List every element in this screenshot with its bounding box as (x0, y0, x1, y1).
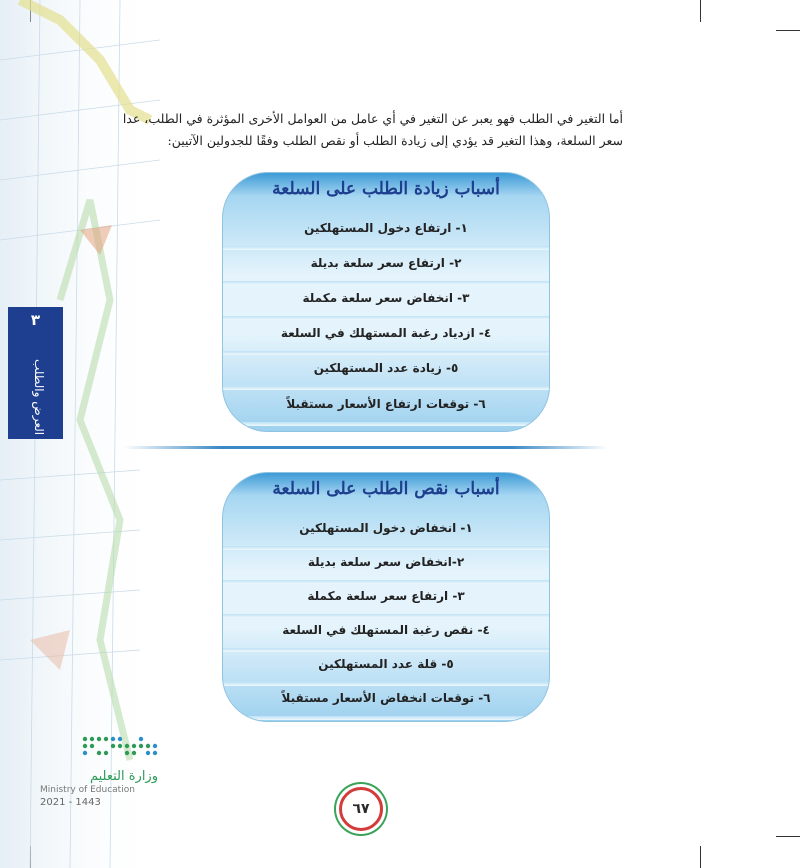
intro-paragraph: أما التغير في الطلب فهو يعبر عن التغير في أي عامل من العوامل الأخرى المؤثرة في الطلب، عدا سعر السلعة، وهذا التغير قد يؤدي إلى زيادة الطلب أو نقص الطلب وفقًا للجدولين الآتيين: (122, 111, 623, 148)
list-item: ٢-انخفاض سعر سلعة بديلة (235, 549, 537, 575)
section-divider (124, 446, 608, 449)
chapter-tab (8, 307, 63, 439)
list-item: ٣- انخفاض سعر سلعة مكملة (235, 285, 537, 311)
list-item: ٦- توقعات ارتفاع الأسعار مستقبلاً (235, 391, 537, 417)
list-item: ٥- زيادة عدد المستهلكين (235, 355, 537, 381)
ministry-name-english: Ministry of Education (40, 785, 135, 795)
decrease-demand-panel (222, 472, 550, 722)
page-number: ٦٧ (339, 787, 383, 831)
panel-title: أسباب زيادة الطلب على السلعة (272, 179, 500, 199)
crop-mark (700, 0, 701, 22)
list-item: ٦- توقعات انخفاض الأسعار مستقبلاً (235, 685, 537, 711)
list-item: ٥- قلة عدد المستهلكين (235, 651, 537, 677)
ministry-name-arabic: وزارة التعليم (89, 769, 158, 784)
chapter-number: ٣ (30, 311, 41, 329)
crop-mark (700, 846, 701, 868)
increase-demand-panel (222, 172, 550, 432)
crop-mark (776, 30, 800, 31)
list-item: ٢- ارتفاع سعر سلعة بديلة (235, 250, 537, 276)
list-item: ٤- ازدياد رغبة المستهلك في السلعة (235, 320, 537, 346)
chapter-title: العرض والطلب (32, 359, 46, 436)
edition-year: 2021 - 1443 (40, 797, 101, 808)
panel-title: أسباب نقص الطلب على السلعة (272, 479, 500, 499)
list-item: ٤- نقص رغبة المستهلك في السلعة (235, 617, 537, 643)
list-item: ٣- ارتفاع سعر سلعة مكملة (235, 583, 537, 609)
ministry-emblem-icon (81, 735, 161, 757)
crop-mark (776, 836, 800, 837)
list-item: ١- انخفاض دخول المستهلكين (235, 515, 537, 541)
ministry-logo (38, 735, 163, 815)
list-item: ١- ارتفاع دخول المستهلكين (235, 215, 537, 241)
